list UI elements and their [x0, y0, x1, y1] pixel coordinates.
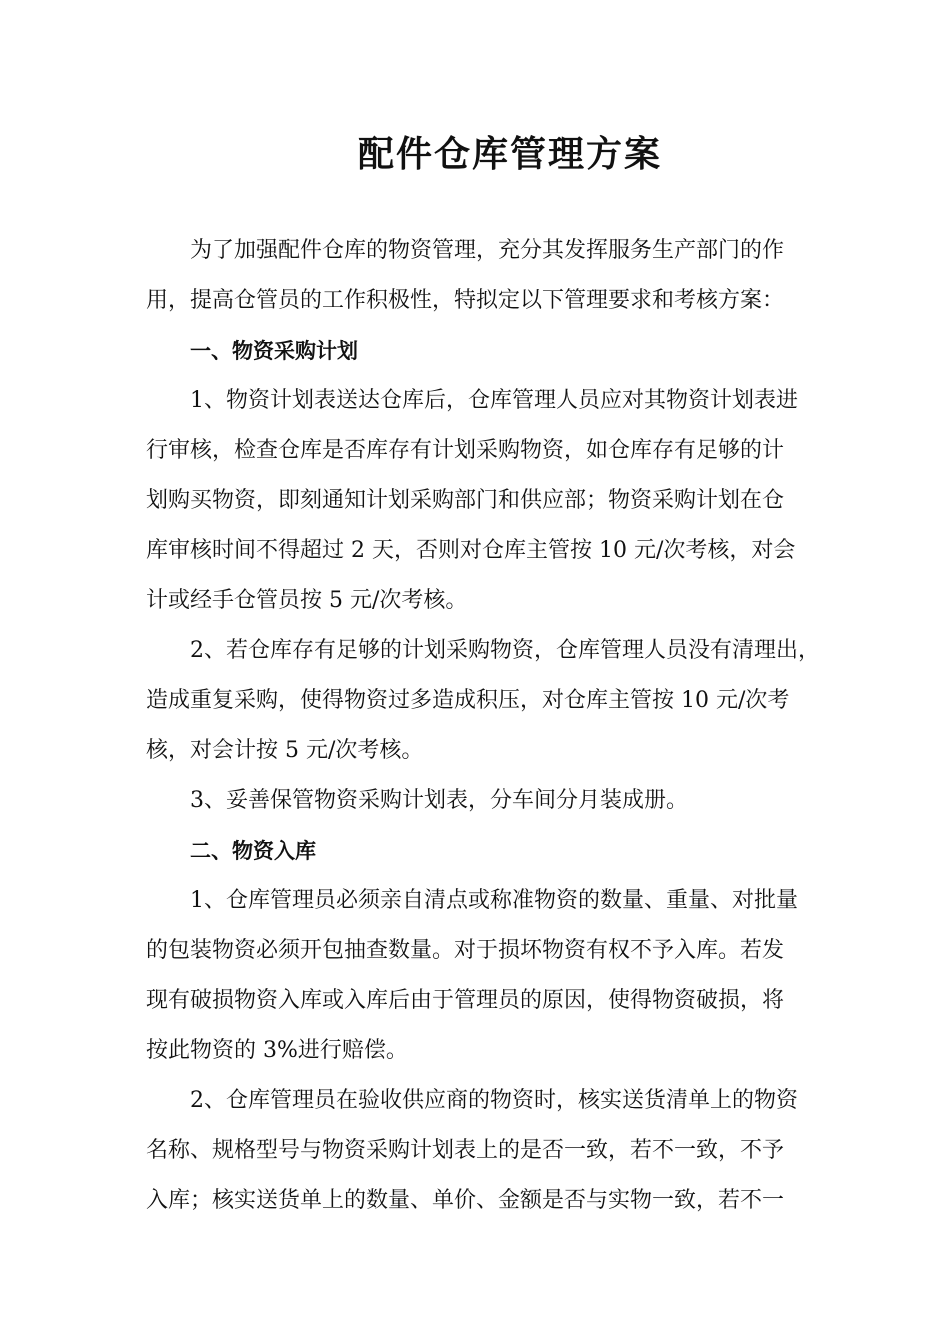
paragraph-line: 的包装物资必须开包抽查数量。对于损坏物资有权不予入库。若发 — [146, 938, 785, 963]
paragraph-line: 核，对会计按 5 元/次考核。 — [146, 738, 424, 763]
document-body — [146, 226, 818, 1226]
paragraph-line: 现有破损物资入库或入库后由于管理员的原因，使得物资破损，将 — [146, 988, 785, 1013]
paragraph-line: 库审核时间不得超过 2 天，否则对仓库主管按 10 元/次考核，对会 — [146, 538, 796, 563]
paragraph-line: 3、妥善保管物资采购计划表，分车间分月装成册。 — [190, 788, 688, 813]
paragraph-line: 为了加强配件仓库的物资管理，充分其发挥服务生产部门的作 — [190, 238, 785, 263]
paragraph-line: 划购买物资，即刻通知计划采购部门和供应部；物资采购计划在仓 — [146, 488, 785, 513]
paragraph-line: 入库；核实送货单上的数量、单价、金额是否与实物一致，若不一 — [146, 1188, 785, 1213]
paragraph-line: 名称、规格型号与物资采购计划表上的是否一致，若不一致，不予 — [146, 1138, 785, 1163]
paragraph-line: 1、仓库管理员必须亲自清点或称准物资的数量、重量、对批量 — [190, 888, 798, 913]
document-title: 配件仓库管理方案 — [357, 133, 662, 175]
section-heading: 一、物资采购计划 — [190, 339, 358, 363]
paragraph-line: 造成重复采购，使得物资过多造成积压，对仓库主管按 10 元/次考 — [146, 688, 790, 713]
paragraph-line: 计或经手仓管员按 5 元/次考核。 — [146, 588, 468, 613]
paragraph-line: 1、物资计划表送达仓库后，仓库管理人员应对其物资计划表进 — [190, 388, 798, 413]
paragraph-line: 行审核，检查仓库是否库存有计划采购物资，如仓库存有足够的计 — [146, 438, 785, 463]
section-heading: 二、物资入库 — [190, 839, 316, 863]
paragraph-line: 按此物资的 3%进行赔偿。 — [146, 1038, 408, 1063]
paragraph-line: 2、若仓库存有足够的计划采购物资，仓库管理人员没有清理出， — [190, 638, 820, 663]
paragraph-line: 2、仓库管理员在验收供应商的物资时，核实送货清单上的物资 — [190, 1088, 798, 1113]
paragraph-line: 用，提高仓管员的工作积极性，特拟定以下管理要求和考核方案： — [146, 288, 785, 313]
